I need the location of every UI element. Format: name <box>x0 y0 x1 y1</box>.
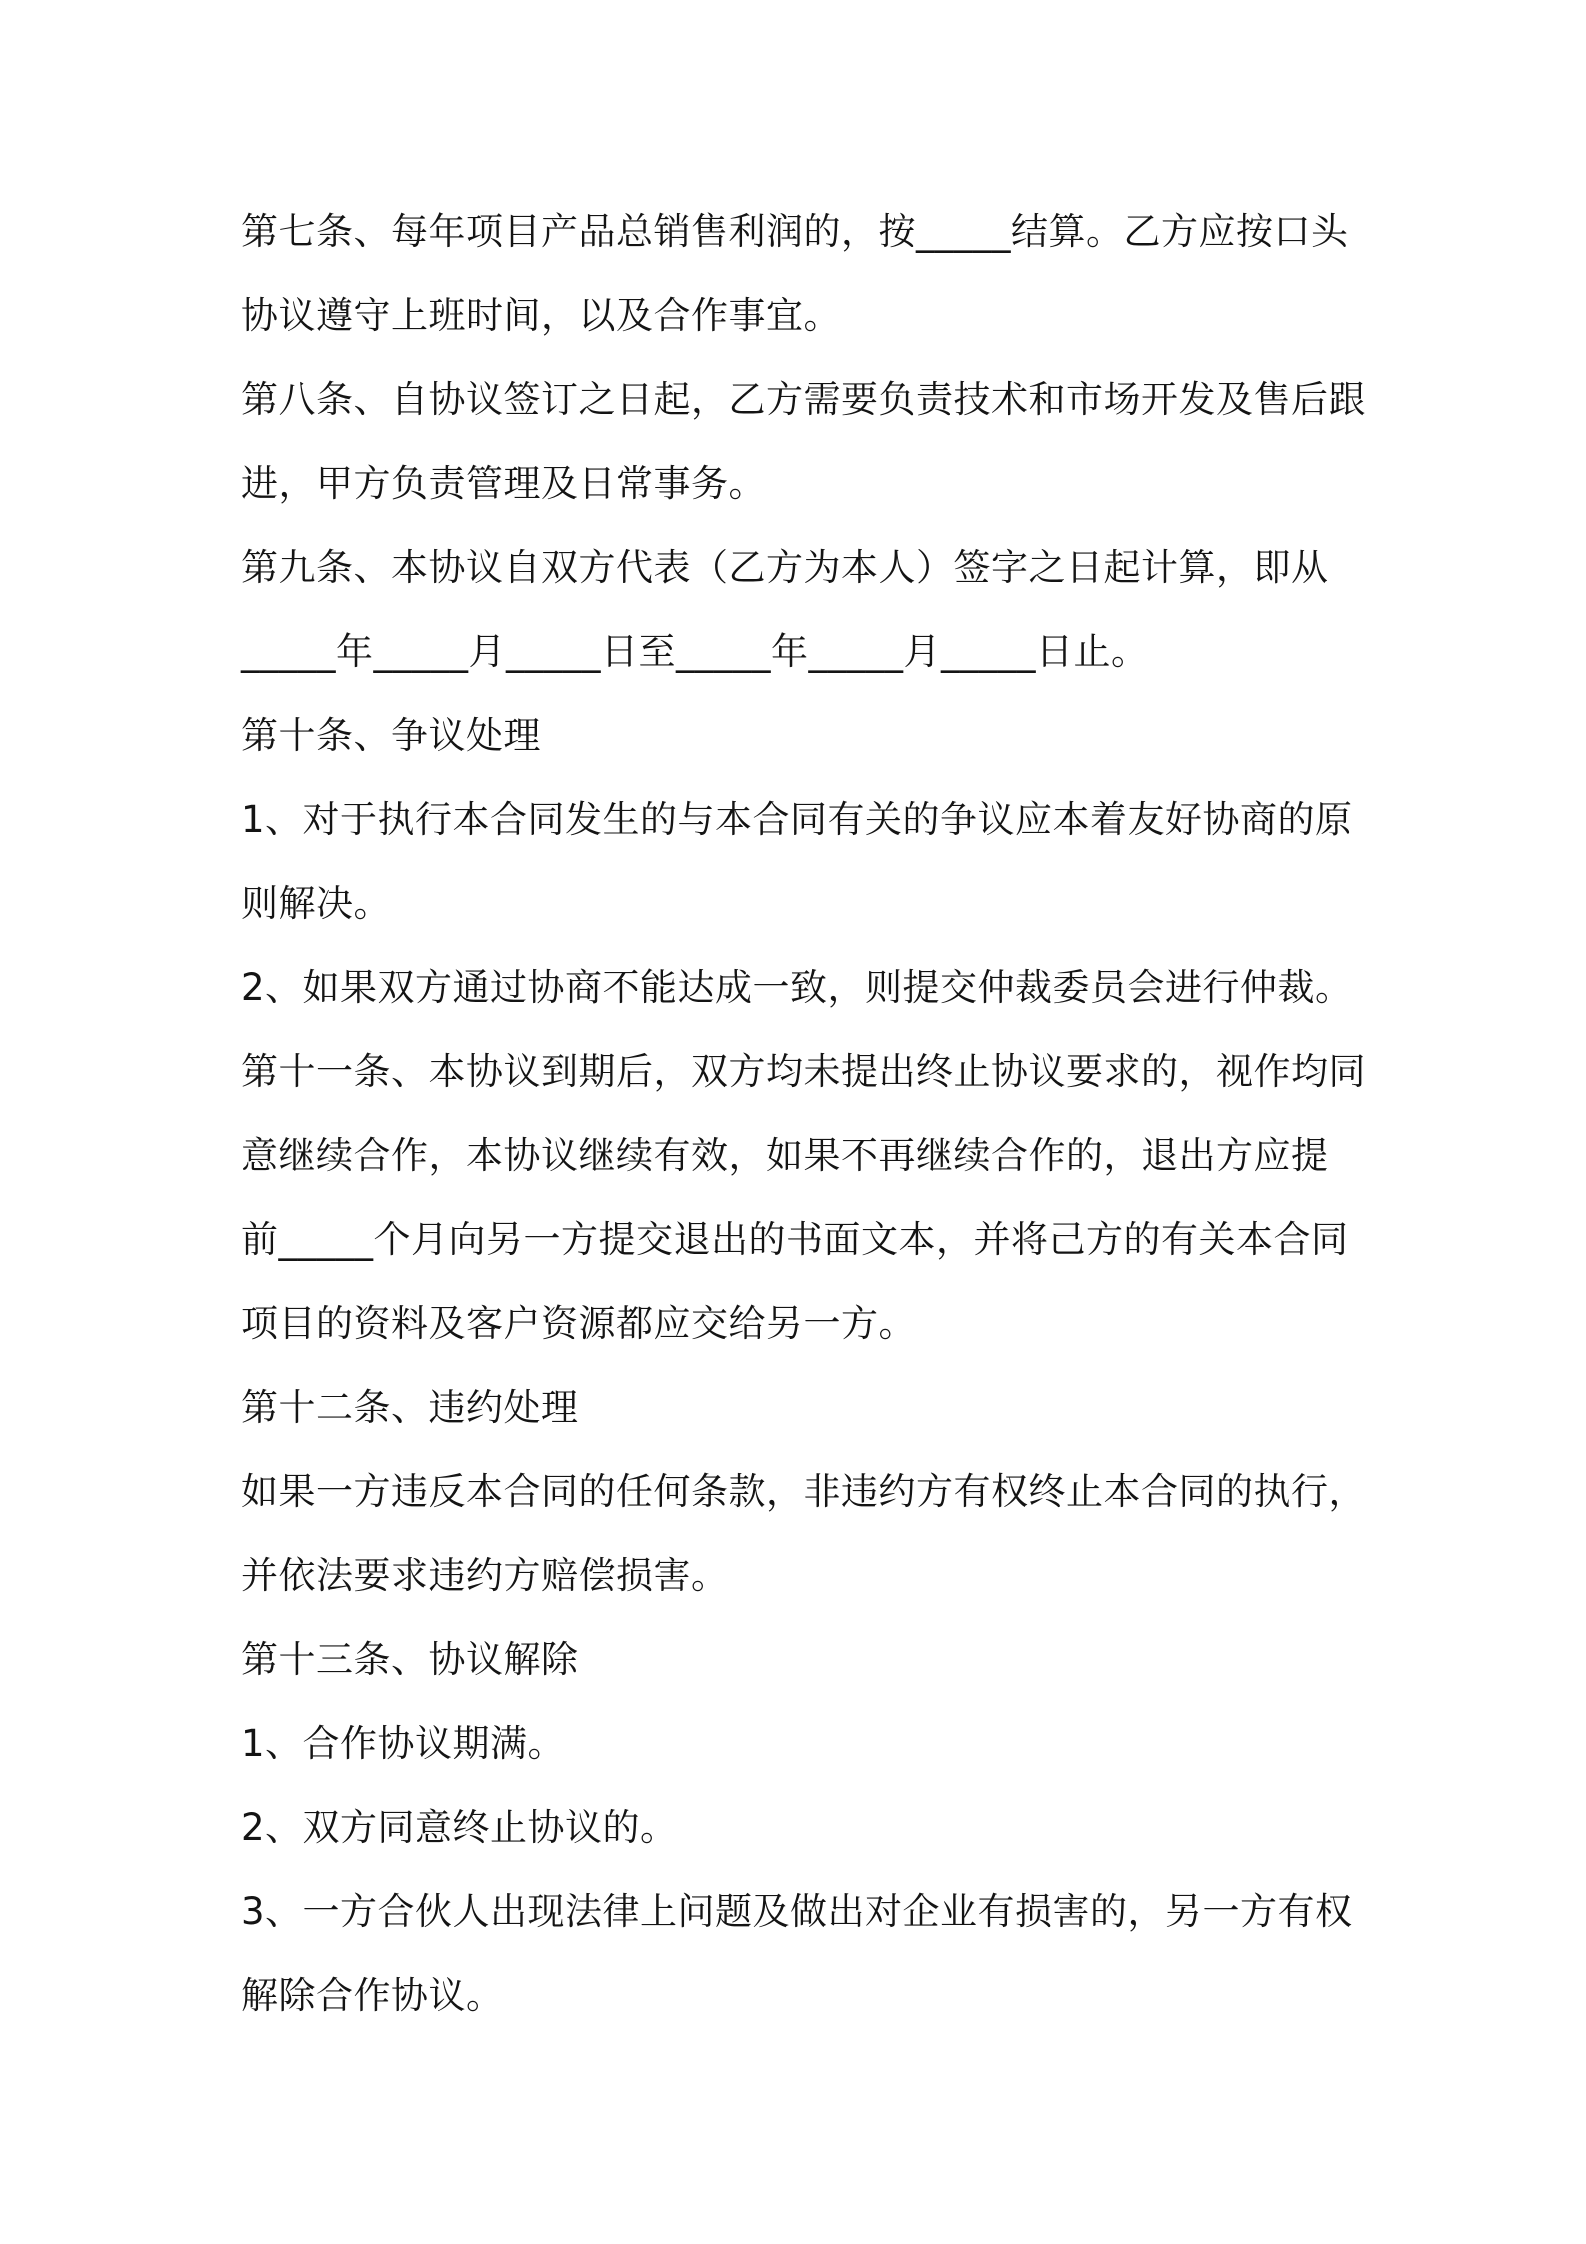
article-8-line-2: 进，甲方负责管理及日常事务。 <box>241 462 766 505</box>
article-13-item-3-line-2: 解除合作协议。 <box>241 1974 504 2017</box>
article-11-line-3: 前_____个月向另一方提交退出的书面文本，并将己方的有关本合同 <box>241 1218 1349 1261</box>
article-7-line-1: 第七条、每年项目产品总销售利润的，按_____结算。乙方应按口头 <box>241 210 1349 253</box>
article-11-line-1: 第十一条、本协议到期后，双方均未提出终止协议要求的，视作均同 <box>241 1050 1366 1093</box>
article-12-body-line-1: 如果一方违反本合同的任何条款，非违约方有权终止本合同的执行， <box>241 1470 1366 1513</box>
article-13-item-2: 2、双方同意终止协议的。 <box>241 1806 678 1849</box>
article-9-line-2: _____年_____月_____日至_____年_____月_____日止。 <box>241 630 1149 673</box>
article-12-body-line-2: 并依法要求违约方赔偿损害。 <box>241 1554 729 1597</box>
article-10-item-1-line-2: 则解决。 <box>241 882 391 925</box>
article-12-heading: 第十二条、违约处理 <box>241 1386 579 1429</box>
article-13-item-1: 1、合作协议期满。 <box>241 1722 566 1765</box>
article-13-heading: 第十三条、协议解除 <box>241 1638 579 1681</box>
article-13-item-3-line-1: 3、一方合伙人出现法律上问题及做出对企业有损害的，另一方有权 <box>241 1890 1353 1933</box>
article-10-heading: 第十条、争议处理 <box>241 714 541 757</box>
article-10-item-1-line-1: 1、对于执行本合同发生的与本合同有关的争议应本着友好协商的原 <box>241 798 1353 841</box>
article-9-line-1: 第九条、本协议自双方代表（乙方为本人）签字之日起计算，即从 <box>241 546 1329 589</box>
article-11-line-2: 意继续合作，本协议继续有效，如果不再继续合作的，退出方应提 <box>241 1134 1329 1177</box>
article-10-item-2: 2、如果双方通过协商不能达成一致，则提交仲裁委员会进行仲裁。 <box>241 966 1353 1009</box>
article-11-line-4: 项目的资料及客户资源都应交给另一方。 <box>241 1302 916 1345</box>
article-7-line-2: 协议遵守上班时间，以及合作事宜。 <box>241 294 841 337</box>
contract-text <box>241 190 1366 2038</box>
article-8-line-1: 第八条、自协议签订之日起，乙方需要负责技术和市场开发及售后跟 <box>241 378 1366 421</box>
